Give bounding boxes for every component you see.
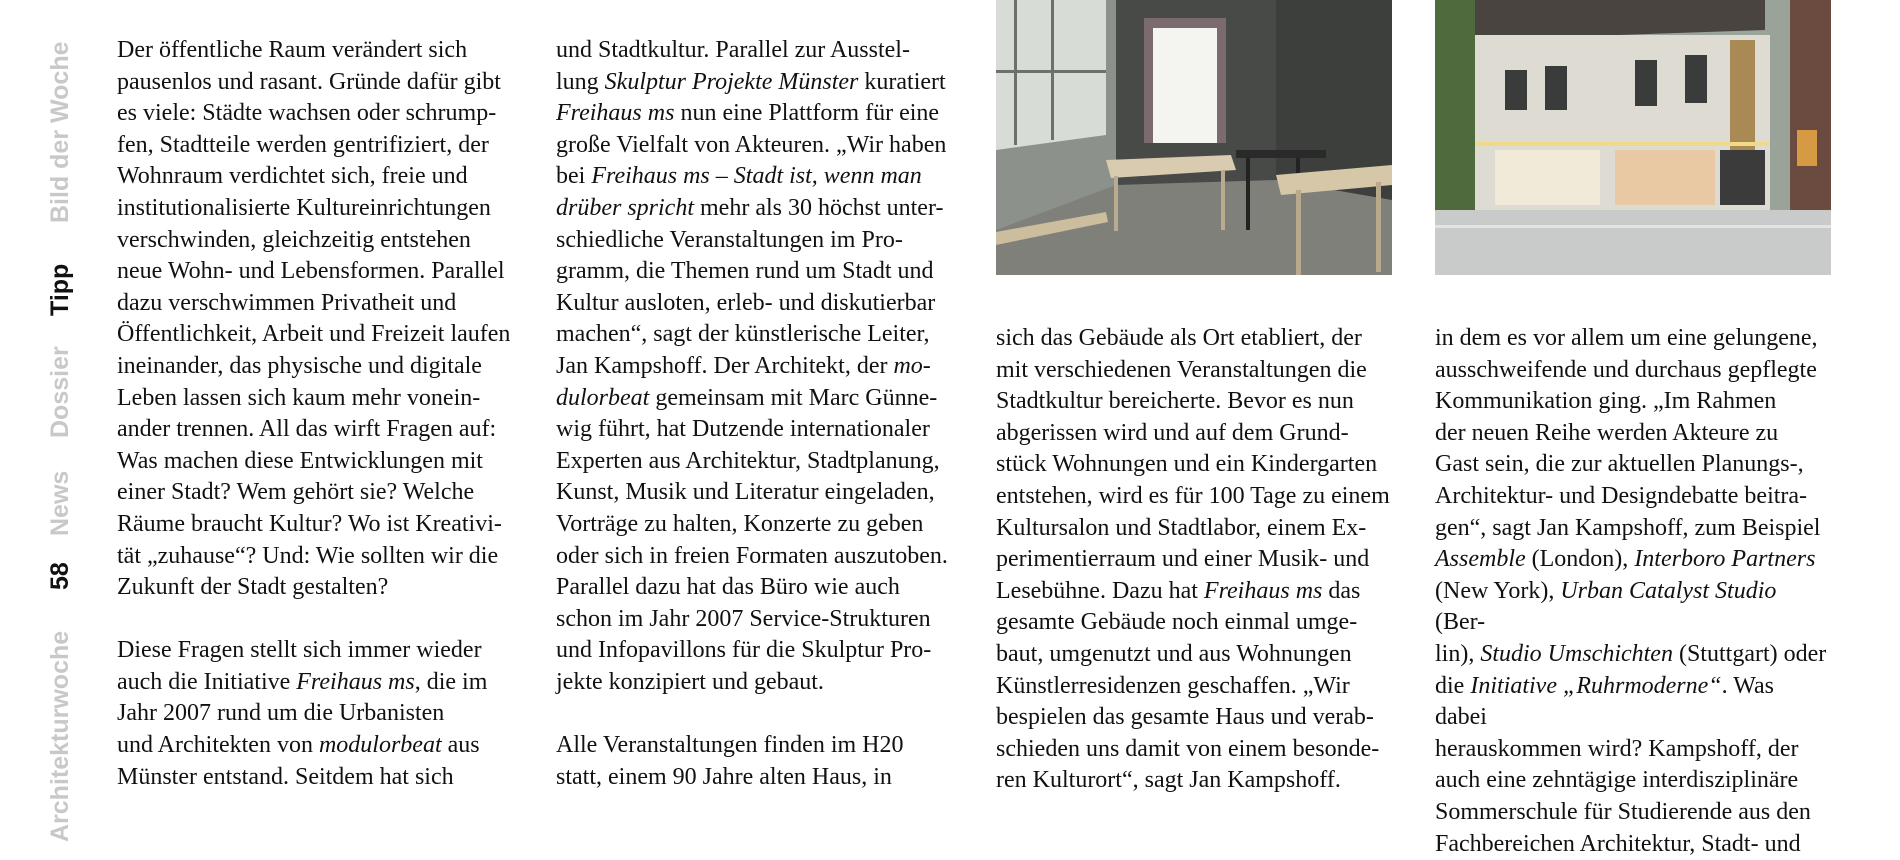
paragraph-guests xyxy=(1435,323,1831,860)
text-line: Kunst, Musik und Literatur eingeladen, xyxy=(556,479,935,506)
text-line: . Was dabei xyxy=(1435,672,1774,731)
sidebar-item-tipp[interactable]: Tipp xyxy=(46,263,74,316)
emphasis-assemble: Assemble xyxy=(1435,546,1526,573)
text-line: auch eine zehntägige interdisziplinäre xyxy=(1435,767,1799,794)
article-column-4 xyxy=(1435,323,1831,860)
text-line: Architektur- und Designdebatte beitra- xyxy=(1435,482,1808,509)
interior-image xyxy=(996,0,1392,275)
text-line: bei xyxy=(556,163,592,190)
page-number: 58 xyxy=(46,562,74,590)
exterior-image xyxy=(1435,0,1831,275)
text-line: gramm, die Themen rund um Stadt und xyxy=(556,258,934,285)
text-line: und Infopavillons für die Skulptur Pro- xyxy=(556,637,932,664)
text-line: Kultur ausloten, erleb- und diskutierbar xyxy=(556,289,936,316)
text-line: Kommunikation ging. „Im Rahmen xyxy=(1435,388,1777,415)
text-line: (New York), xyxy=(1435,577,1561,604)
text-line: Künstlerresidenzen geschaffen. „Wir xyxy=(996,672,1350,699)
text-line: neue Wohn- und Lebensformen. Parallel xyxy=(117,258,505,285)
sidebar-item-dossier[interactable]: Dossier xyxy=(46,346,74,438)
text-line: dazu verschwimmen Privatheit und xyxy=(117,289,457,316)
text-line: schon im Jahr 2007 Service-Strukturen xyxy=(556,605,931,632)
text-line: Stadtkultur bereicherte. Bevor es nun xyxy=(996,388,1354,415)
text-line: ausschweifende und durchaus gepflegte xyxy=(1435,356,1817,383)
text-line: ander trennen. All das wirft Fragen auf: xyxy=(117,416,497,443)
text-line: sich das Gebäude als Ort etabliert, der xyxy=(996,325,1362,351)
text-line: lung xyxy=(556,68,605,95)
text-line: schiedliche Veranstaltungen im Pro- xyxy=(556,226,903,253)
paragraph-intro xyxy=(117,35,513,604)
text-line: Öffentlichkeit, Arbeit und Freizeit laufen xyxy=(117,321,511,348)
text-line: Münster entstand. Seitdem hat sich xyxy=(117,763,454,790)
emphasis-title: drüber spricht xyxy=(556,194,694,221)
emphasis-modulorbeat: modulorbeat xyxy=(318,732,442,759)
sidebar-item-news[interactable]: News xyxy=(46,470,74,536)
sidebar-item-architekturwoche[interactable]: Architekturwoche xyxy=(46,630,74,842)
article-column-1 xyxy=(117,35,513,793)
paragraph-program xyxy=(556,35,952,698)
text-line: tät „zuhause“? Und: Wie sollten wir die xyxy=(117,542,499,569)
text-line: Vorträge zu halten, Konzerte zu geben xyxy=(556,510,924,537)
text-line: (Stuttgart) oder xyxy=(1672,640,1827,667)
emphasis-modulorbeat: mo- xyxy=(893,352,931,379)
text-line: Sommerschule für Studierende aus den xyxy=(1435,798,1811,825)
text-line: Der öffentliche Raum verändert sich xyxy=(117,37,468,63)
text-line: der neuen Reihe werden Akteure zu xyxy=(1435,419,1779,446)
text-line: Was machen diese Entwicklungen mit xyxy=(117,447,483,474)
text-line: die xyxy=(1435,672,1471,699)
text-line: fen, Stadtteile werden gentrifiziert, der xyxy=(117,131,489,158)
text-line: Lesebühne. Dazu hat xyxy=(996,577,1204,604)
text-line: stück Wohnungen und ein Kindergarten xyxy=(996,451,1378,478)
text-line: mehr als 30 höchst unter- xyxy=(694,194,944,221)
emphasis-freihaus: Freihaus ms xyxy=(556,100,675,127)
text-line: Fachbereichen Architektur, Stadt- und xyxy=(1435,830,1801,857)
emphasis-urban-catalyst: Urban Catalyst Studio xyxy=(1560,577,1777,604)
text-line: abgerissen wird und auf dem Grund- xyxy=(996,419,1349,446)
text-line: Diese Fragen stellt sich immer wieder xyxy=(117,637,482,664)
text-line: und Architekten von xyxy=(117,732,319,759)
text-line: mit verschiedenen Veranstaltungen die xyxy=(996,356,1367,383)
text-line: auch die Initiative xyxy=(117,668,297,695)
text-line: ren Kulturort“, sagt Jan Kampshoff. xyxy=(996,767,1341,794)
text-line: herauskommen wird? Kampshoff, der xyxy=(1435,735,1799,762)
text-line: Kultursalon und Stadtlabor, einem Ex- xyxy=(996,514,1367,541)
text-line: schieden uns damit von einem besonde- xyxy=(996,735,1380,762)
text-line: Räume braucht Kultur? Wo ist Kreativi- xyxy=(117,510,502,537)
text-line: lin), xyxy=(1435,640,1481,667)
text-line: es viele: Städte wachsen oder schrump- xyxy=(117,100,497,127)
text-line: (Ber- xyxy=(1435,609,1486,636)
text-line: große Vielfalt von Akteuren. „Wir haben xyxy=(556,131,947,158)
emphasis-skulptur-projekte: Skulptur Projekte Münster xyxy=(604,68,859,95)
text-line: Experten aus Architektur, Stadtplanung, xyxy=(556,447,940,474)
photo-exterior xyxy=(1435,0,1831,275)
emphasis-title: Freihaus ms – Stadt ist, wenn man xyxy=(591,163,922,190)
text-line: entstehen, wird es für 100 Tage zu einem xyxy=(996,482,1390,509)
text-line: in dem es vor allem um eine gelungene, xyxy=(1435,325,1818,351)
text-line: nun eine Plattform für eine xyxy=(674,100,940,127)
text-line: gesamte Gebäude noch einmal umge- xyxy=(996,609,1358,636)
text-line: institutionalisierte Kultureinrichtungen xyxy=(117,194,491,221)
text-line: baut, umgenutzt und aus Wohnungen xyxy=(996,640,1352,667)
text-line: statt, einem 90 Jahre alten Haus, in xyxy=(556,763,892,790)
text-line: bespielen das gesamte Haus und verab- xyxy=(996,704,1374,731)
text-line: kuratiert xyxy=(858,68,946,95)
text-line: Jan Kampshoff. Der Architekt, der xyxy=(556,352,894,379)
text-line: und Stadtkultur. Parallel zur Ausstel- xyxy=(556,37,910,63)
text-line: pausenlos und rasant. Gründe dafür gibt xyxy=(117,68,501,95)
emphasis-interboro: Interboro Partners xyxy=(1634,546,1816,573)
emphasis-freihaus: Freihaus ms xyxy=(296,668,415,695)
text-line: (London), xyxy=(1525,546,1635,573)
text-line: das xyxy=(1322,577,1361,604)
text-line: wig führt, hat Dutzende internationaler xyxy=(556,416,930,443)
emphasis-ruhrmoderne: Initiative „Ruhrmoderne“ xyxy=(1470,672,1722,699)
text-line: gen“, sagt Jan Kampshoff, zum Beispiel xyxy=(1435,514,1821,541)
photo-interior xyxy=(996,0,1392,275)
text-line: perimentierraum und einer Musik- und xyxy=(996,546,1370,573)
paragraph-initiative xyxy=(117,635,513,793)
text-line: Parallel dazu hat das Büro wie auch xyxy=(556,574,900,601)
text-line: oder sich in freien Formaten auszutoben. xyxy=(556,542,948,569)
text-line: aus xyxy=(441,732,480,759)
text-line: einer Stadt? Wem gehört sie? Welche xyxy=(117,479,475,506)
article-column-2 xyxy=(556,35,952,793)
text-line: Jahr 2007 rund um die Urbanisten xyxy=(117,700,445,727)
article-column-3 xyxy=(996,323,1392,797)
emphasis-studio-umschichten: Studio Umschichten xyxy=(1480,640,1673,667)
paragraph-building xyxy=(996,323,1392,797)
text-line: ineinander, das physische und digitale xyxy=(117,352,482,379)
emphasis-modulorbeat: dulorbeat xyxy=(556,384,650,411)
text-line: jekte konzipiert und gebaut. xyxy=(556,668,824,695)
text-line: verschwinden, gleichzeitig entstehen xyxy=(117,226,471,253)
text-line: Wohnraum verdichtet sich, freie und xyxy=(117,163,468,190)
text-line: Gast sein, die zur aktuellen Planungs-, xyxy=(1435,451,1804,478)
sidebar-item-bild-der-woche[interactable]: Bild der Woche xyxy=(46,41,74,223)
text-line: Zukunft der Stadt gestalten? xyxy=(117,574,389,601)
emphasis-freihaus: Freihaus ms xyxy=(1203,577,1323,604)
text-line: gemeinsam mit Marc Günne- xyxy=(649,384,938,411)
text-line: Alle Veranstaltungen finden im H20 xyxy=(556,732,904,759)
text-line: Leben lassen sich kaum mehr vonein- xyxy=(117,384,481,411)
section-sidebar xyxy=(0,0,100,842)
text-line: machen“, sagt der künstlerische Leiter, xyxy=(556,321,930,348)
paragraph-venue xyxy=(556,730,952,793)
text-line: , die im xyxy=(414,668,488,695)
